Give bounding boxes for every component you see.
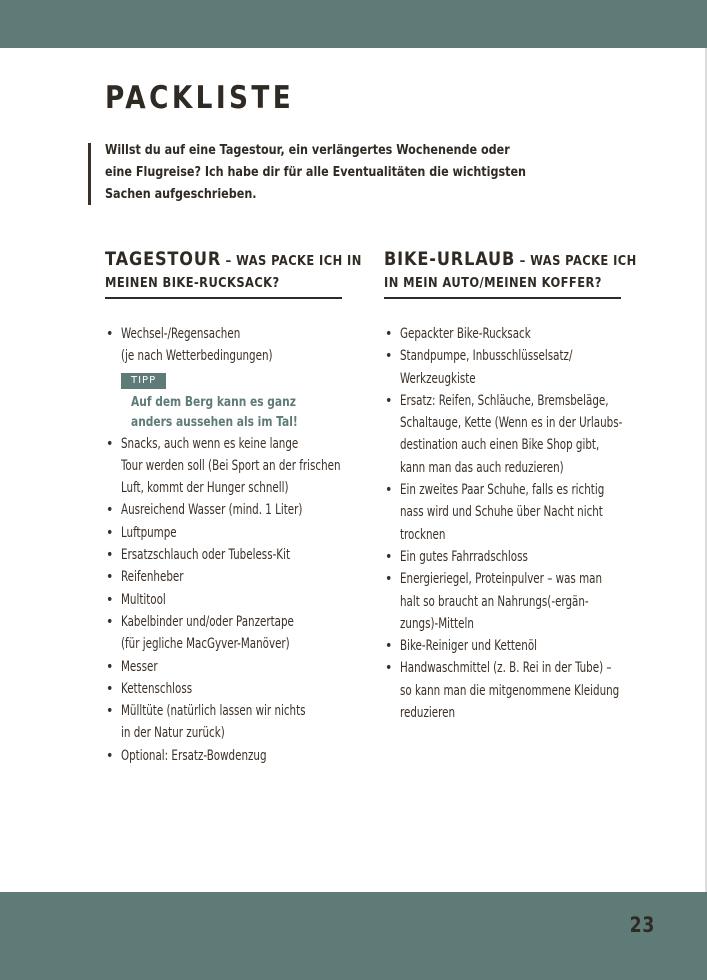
heading-main: BIKE-URLAUB [384,248,516,270]
intro-line: eine Flugreise? Ich habe dir für alle Eventualitäten die wichtigsten [105,165,527,180]
list-item: • Energieriegel, Proteinpulver – was man halt so braucht an Nahrungs(-ergän- zungs)-Mitteln [384,568,629,635]
list-item: • Handwaschmittel (z. B. Rei in der Tube) – so kann man die mitgenommene Kleidung reduzieren [384,657,629,724]
tagestour-heading [105,246,362,299]
page-number: 23 [629,913,655,937]
heading-main: TAGESTOUR [105,248,222,270]
tagestour-list [105,323,350,767]
list-item: • Ausreichend Wasser (mind. 1 Liter) [105,499,350,521]
intro-text [105,140,527,206]
list-item: • Luftpumpe [105,522,350,544]
heading-rest: – WAS PACKE ICH IN [221,253,362,269]
list-item: • Bike-Reiniger und Kettenöl [384,635,629,657]
tipp-text: Auf dem Berg kann es ganz anders aussehen als im Tal! [131,394,298,430]
bike-urlaub-column [384,246,637,724]
bike-urlaub-heading [384,246,637,299]
list-item: • Ein gutes Fahrradschloss [384,546,629,568]
list-item: • Reifenheber [105,566,350,588]
list-item: • Kettenschloss [105,678,350,700]
page-title: PACKLISTE [105,80,295,116]
heading-line2: IN MEIN AUTO/MEINEN KOFFER? [384,275,602,291]
intro-line: Sachen aufgeschrieben. [105,187,257,202]
list-item: • Wechsel-/Regensachen (je nach Wetterbedingungen) TIPP Auf dem Berg kann es ganz anders aussehen als im Tal! [105,323,350,433]
list-item: • Ein zweites Paar Schuhe, falls es richtig nass wird und Schuhe über Nacht nicht trocknen [384,479,629,546]
list-item: • Gepackter Bike-Rucksack [384,323,629,345]
intro-accent-bar [88,143,91,205]
list-item: • Ersatz: Reifen, Schläuche, Bremsbeläge, Schaltauge, Kette (Wenn es in der Urlaubs- destination auch einen Bike Shop gibt, kann man das auch reduzieren) [384,390,629,479]
tagestour-column [105,246,362,767]
bike-urlaub-list [384,323,629,724]
list-item: • Optional: Ersatz-Bowdenzug [105,745,350,767]
bottom-color-band [0,892,707,980]
list-item: • Kabelbinder und/oder Panzertape (für jegliche MacGyver-Manöver) [105,611,350,656]
tipp-badge: TIPP [121,373,166,389]
heading-rest: – WAS PACKE ICH [515,253,637,269]
list-item: • Snacks, auch wenn es keine lange Tour werden soll (Bei Sport an der frischen Luft, kommt der Hunger schnell) [105,433,350,500]
heading-line2: MEINEN BIKE-RUCKSACK? [105,275,280,291]
list-item: • Standpumpe, Inbusschlüsselsatz/ Werkzeugkiste [384,345,629,390]
top-color-band [0,0,707,48]
list-item: • Multitool [105,589,350,611]
list-item: • Mülltüte (natürlich lassen wir nichts in der Natur zurück) [105,700,350,745]
intro-line: Willst du auf eine Tagestour, ein verlängertes Wochenende oder [105,143,510,158]
list-item: • Messer [105,656,350,678]
list-item: • Ersatzschlauch oder Tubeless-Kit [105,544,350,566]
